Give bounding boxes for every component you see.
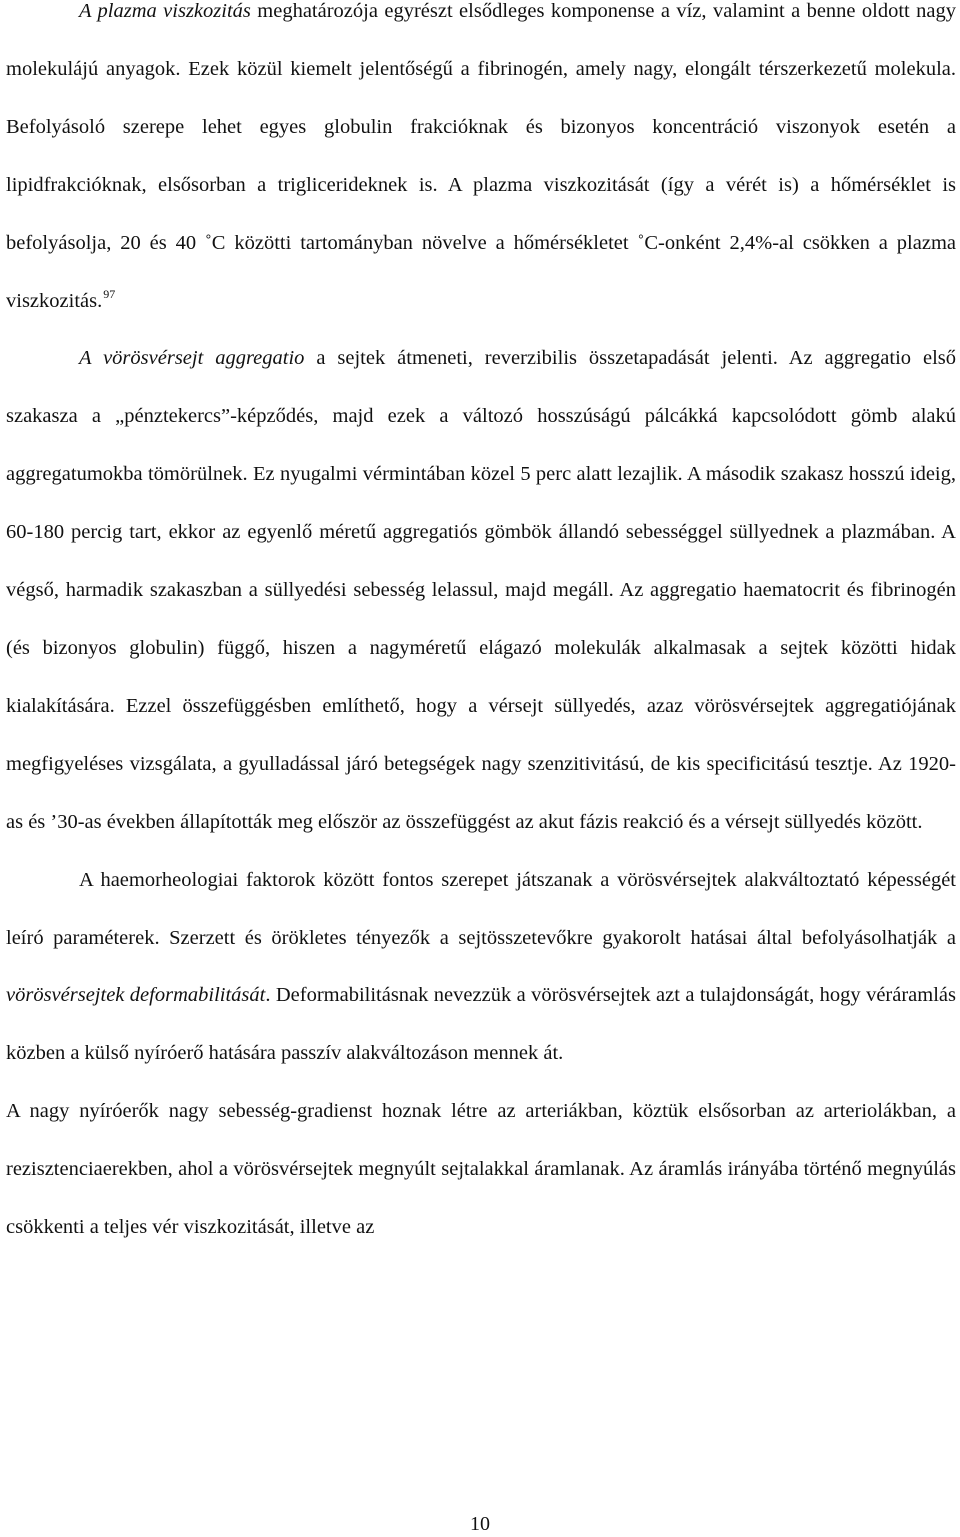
term-rbc-deformability: vörösvérsejtek deformabilitását — [6, 984, 266, 1007]
paragraph-shear-forces — [6, 1083, 956, 1257]
paragraph-text: A haemorheologiai faktorok között fontos szerepet játszanak a vörösvérsejtek alakváltoztató képességét leíró paraméterek. Szerzett és örökletes tényezők a sejtösszetevőkre gyakorolt hatásai által befolyásolhatják a — [6, 868, 956, 949]
paragraph-rbc-aggregation — [6, 330, 956, 851]
paragraph-text: a sejtek átmeneti, reverzibilis összetapadását jelenti. Az aggregatio első szakasza a „pénztekercs”-képződés, majd ezek a változó hosszúságú pálcákká kapcsolódott gömb alakú aggregatumokba tömörülnek. Ez nyugalmi vérmintában közel 5 perc alatt lezajlik. A második szakasz hosszú ideig, 60-180 percig tart, ekkor az egyenlő méretű aggregatiós gömbök állandó sebességgel süllyednek a plazmában. A végső, harmadik szakaszban a süllyedési sebesség lelassul, majd megáll. Az aggregatio haematocrit és fibrinogén (és bizonyos globulin) függő, hiszen a nagyméretű elágazó molekulák alkalmasak a sejtek közötti hidak kialakítására. Ezzel összefüggésben említhető, hogy a vérsejt süllyedés, azaz vörösvérsejtek aggregatiójának megfigyeléses vizsgálata, a gyulladással járó betegségek nagy szenzitivitású, de kis specificitású tesztje. Az 1920-as és ’30-as években állapították meg először az összefüggést az akut fázis reakció és a vérsejt süllyedés között. — [6, 347, 956, 833]
document-page — [6, 0, 956, 1257]
paragraph-text: A nagy nyíróerők nagy sebesség-gradienst hoznak létre az arteriákban, köztük elsősorban az arteriolákban, a rezisztenciaerekben, ahol a vörösvérsejtek megnyúlt sejtalakkal áramlanak. Az áramlás irányába történő megnyúlás csökkenti a teljes vér viszkozitását, illetve az — [6, 1100, 956, 1239]
paragraph-text: . Deformabilitásnak nevezzük a vörösvérsejtek azt a tulajdonságát, hogy véráramlás közben a külső nyíróerő hatására passzív alakváltozáson mennek át. — [6, 984, 956, 1065]
footnote-reference[interactable]: 97 — [103, 286, 116, 301]
paragraph-haemorheology — [6, 852, 956, 1084]
page-number: 10 — [470, 1513, 490, 1535]
term-rbc-aggregation: A vörösvérsejt aggregatio — [79, 347, 305, 370]
term-plasma-viscosity: A plazma viszkozitás — [79, 0, 251, 22]
paragraph-text: meghatározója egyrészt elsődleges komponense a víz, valamint a benne oldott nagy molekulájú anyagok. Ezek közül kiemelt jelentőségű a fibrinogén, amely nagy, elongált térszerkezetű molekula. Befolyásoló szerepe lehet egyes globulin frakcióknak és bizonyos koncentráció viszonyok esetén a lipidfrakcióknak, elsősorban a triglicerideknek is. A plazma viszkozitását (így a vérét is) a hőmérséklet is befolyásolja, 20 és 40 ˚C közötti tartományban növelve a hőmérsékletet ˚C-onként 2,4%-al csökken a plazma viszkozitás. — [6, 0, 957, 312]
paragraph-plasma-viscosity — [6, 0, 956, 330]
